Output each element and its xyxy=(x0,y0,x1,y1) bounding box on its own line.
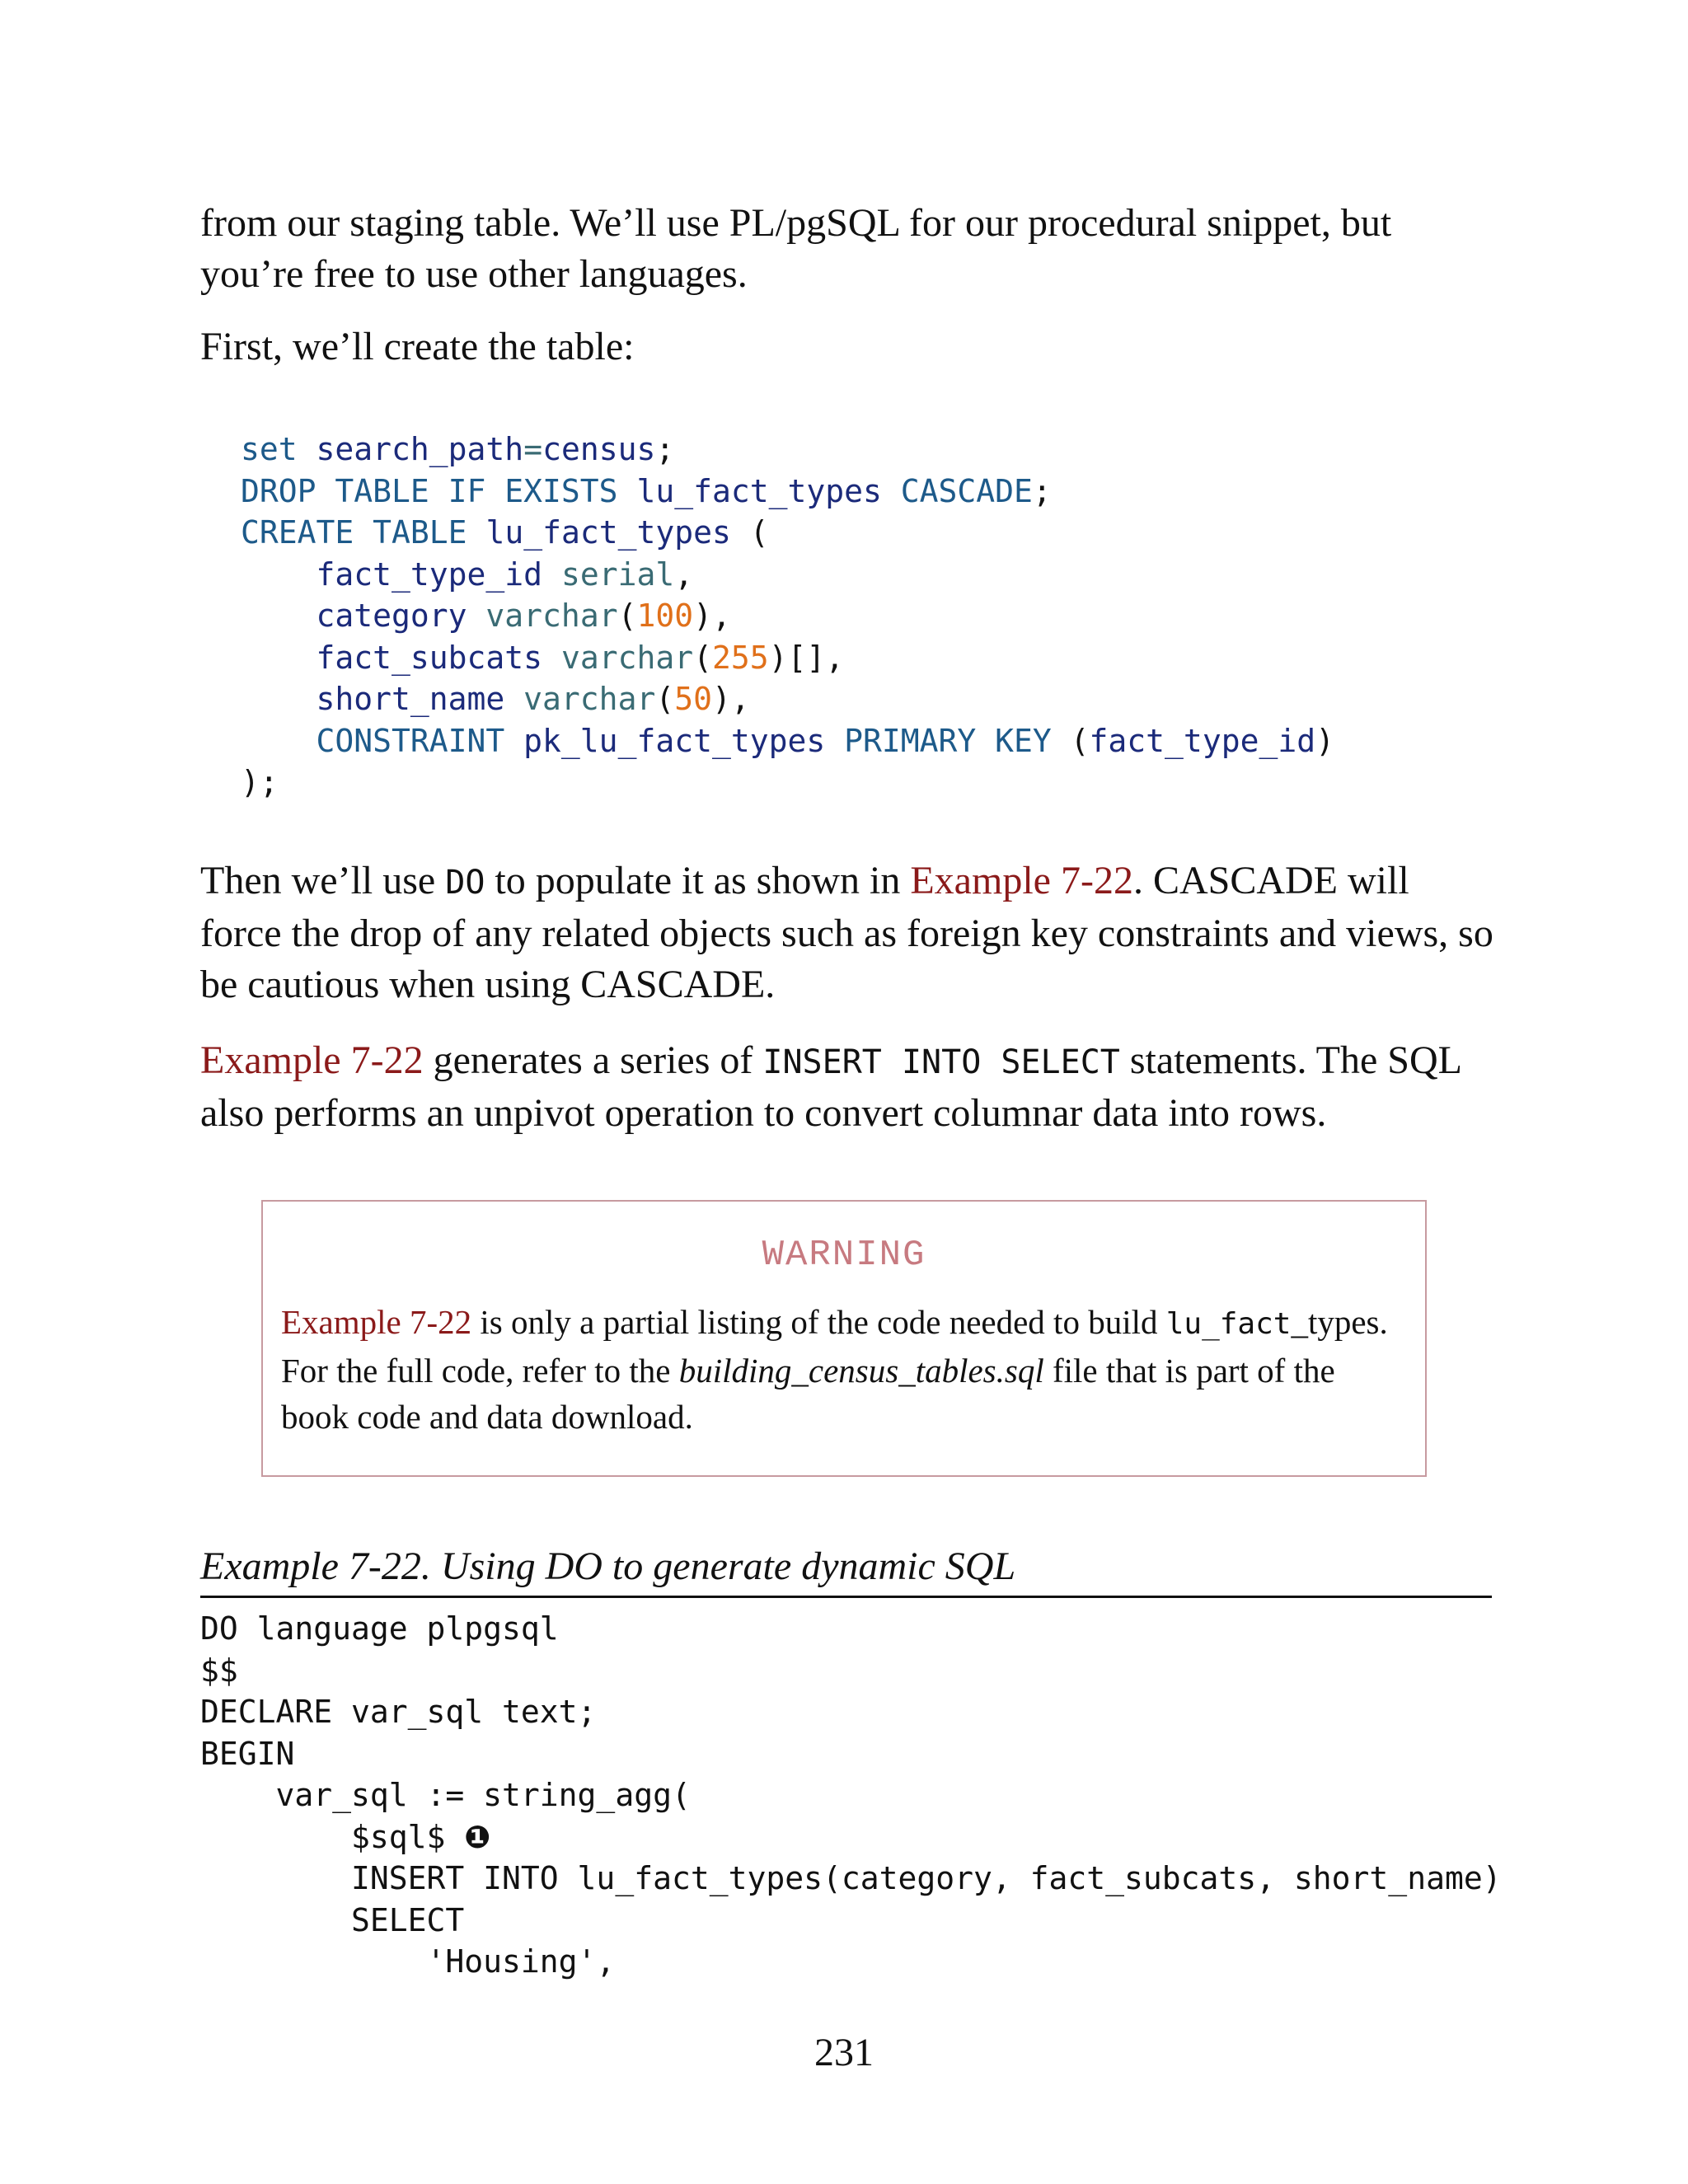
code-line: DO language plpgsql xyxy=(200,1610,559,1647)
code-create-table xyxy=(241,429,1334,804)
callout-1-icon: ❶ xyxy=(464,1818,491,1855)
code-token: 100 xyxy=(636,598,694,634)
code-line: $$ xyxy=(200,1652,238,1689)
code-token: ); xyxy=(241,764,279,800)
text-run: statements. The SQL also performs an unpivot operation to convert columnar data into rows. xyxy=(200,1038,1461,1135)
warning-title: WARNING xyxy=(762,1235,926,1276)
code-token: fact_type_id xyxy=(1089,722,1316,759)
code-token: fact_type_id xyxy=(316,555,543,593)
inline-code-insert-into-select: INSERT INTO SELECT xyxy=(762,1043,1120,1081)
code-token: ( xyxy=(617,598,637,634)
code-line: INSERT INTO lu_fact_types(category, fact_subcats, short_name) xyxy=(200,1860,1502,1896)
code-token: )[], xyxy=(768,639,845,676)
code-indent xyxy=(241,723,316,759)
code-line: SELECT xyxy=(200,1901,465,1938)
code-line: var_sql := string_agg( xyxy=(200,1777,691,1813)
code-token: serial xyxy=(542,555,675,593)
code-token: 50 xyxy=(674,681,712,717)
code-token: 255 xyxy=(711,639,769,676)
code-token: varchar xyxy=(542,639,694,676)
code-token: CASCADE xyxy=(900,472,1033,509)
text-run: _types. For the full code, refer to the xyxy=(281,1303,1388,1390)
example-link[interactable]: Example 7-22 xyxy=(910,859,1133,902)
code-indent xyxy=(241,598,316,634)
code-indent xyxy=(241,640,316,676)
code-line: $sql$ xyxy=(200,1818,465,1855)
warning-text xyxy=(281,1299,1410,1440)
code-line: BEGIN xyxy=(200,1735,295,1772)
paragraph-do-cascade xyxy=(200,855,1494,1010)
warning-box xyxy=(261,1200,1427,1477)
code-token: varchar xyxy=(504,681,656,717)
code-line: DECLARE var_sql text; xyxy=(200,1694,597,1730)
code-token: varchar xyxy=(467,598,618,634)
code-indent xyxy=(241,556,316,593)
code-token: = xyxy=(523,431,543,467)
text-run: to populate it as shown in xyxy=(485,859,911,902)
example-link[interactable]: Example 7-22 xyxy=(281,1303,472,1341)
code-token: ), xyxy=(693,598,731,634)
code-token: ( xyxy=(1051,722,1090,759)
code-token: ( xyxy=(655,681,675,717)
code-token: ( xyxy=(730,514,769,551)
code-token: CONSTRAINT xyxy=(316,722,505,759)
text-run: file that is part of the book code and data download. xyxy=(281,1352,1335,1436)
paragraph-unpivot xyxy=(200,1035,1494,1139)
code-token: search_path xyxy=(316,431,524,467)
code-token: fact_subcats xyxy=(316,639,543,676)
code-token: category xyxy=(316,598,467,634)
code-token: , xyxy=(674,555,694,593)
paragraph-intro: from our staging table. We’ll use PL/pgSQL for our procedural snippet, but you’re free to use other languages. xyxy=(200,201,1392,296)
code-line: 'Housing', xyxy=(200,1943,616,1980)
code-token: ; xyxy=(1032,472,1052,509)
code-token: ) xyxy=(1315,722,1334,759)
file-name: building_census_tables.sql xyxy=(678,1352,1044,1390)
example-title: Example 7-22. Using DO to generate dynamic SQL xyxy=(200,1541,1492,1598)
code-indent xyxy=(241,681,316,717)
text-run: . CASCADE will force the drop of any related objects such as foreign key constraints and views, so be cautious when using CASCADE. xyxy=(200,859,1493,1006)
text-run: generates a series of xyxy=(423,1038,763,1082)
code-token: ; xyxy=(655,431,675,467)
inline-code-table-name: lu_fact xyxy=(1165,1307,1292,1341)
text-run: is only a partial listing of the code needed to build xyxy=(471,1303,1166,1341)
page-number: 231 xyxy=(814,2031,874,2074)
code-token: DROP TABLE IF EXISTS xyxy=(241,472,618,509)
code-token: lu_fact_types xyxy=(636,472,882,509)
code-token: PRIMARY KEY xyxy=(844,722,1052,759)
code-token: CREATE TABLE xyxy=(241,514,467,551)
code-token: ), xyxy=(711,681,750,717)
paragraph-create-table: First, we’ll create the table: xyxy=(200,325,635,368)
code-do-block xyxy=(200,1608,1502,1983)
code-token: pk_lu_fact_types xyxy=(504,722,845,759)
code-token: ( xyxy=(693,639,712,676)
code-token: set xyxy=(241,431,298,467)
code-token: short_name xyxy=(316,681,505,717)
code-token: lu_fact_types xyxy=(485,514,731,551)
code-token: census xyxy=(542,431,656,467)
inline-code-do: DO xyxy=(445,864,485,902)
text-run: Then we’ll use xyxy=(200,859,446,902)
example-link[interactable]: Example 7-22 xyxy=(200,1038,424,1082)
